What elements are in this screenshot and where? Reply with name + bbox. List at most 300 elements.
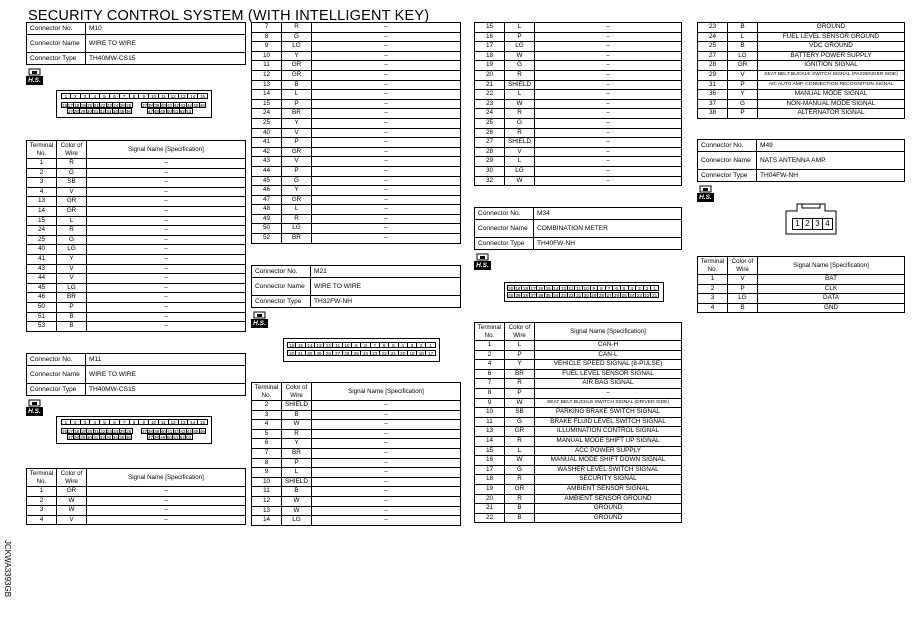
wire-color: R <box>505 475 535 485</box>
connector-pin: 3 <box>81 419 91 425</box>
table-row <box>475 42 682 52</box>
terminal-no: 3 <box>27 178 57 188</box>
connector-pin: 7 <box>120 419 130 425</box>
connector-pin: 24 <box>113 103 119 108</box>
connector-pin: 24 <box>113 429 119 434</box>
signal-name: VEHICLE SPEED SIGNAL (8-PULSE) <box>535 360 682 370</box>
m21-cont-terminal-table <box>474 22 682 186</box>
table-row <box>475 109 682 119</box>
table-row <box>252 176 461 186</box>
wire-color: V <box>57 187 87 197</box>
m11-info-table: Connector No. M11 Connector Name WIRE TO WIRE Connector Type TH40MW-CS15 <box>26 353 246 396</box>
wire-color: SB <box>505 408 535 418</box>
terminal-no: 40 <box>252 128 282 138</box>
signal-name: – <box>312 448 461 458</box>
connector-pin: 15 <box>198 419 208 425</box>
signal-name: – <box>87 197 246 207</box>
connector-pin: 7 <box>120 93 130 99</box>
terminal-no: 46 <box>252 186 282 196</box>
wire-color: V <box>282 157 312 167</box>
connector-pin: 50 <box>166 109 172 114</box>
connector-pin: 13 <box>179 419 189 425</box>
table-row <box>27 506 246 516</box>
terminal-no: 50 <box>27 302 57 312</box>
terminal-no: 1 <box>698 275 728 285</box>
connector-pin: 19 <box>80 103 86 108</box>
connector-pin: 37 <box>142 429 148 434</box>
signal-name: – <box>312 205 461 215</box>
terminal-no: 18 <box>475 51 505 61</box>
signal-name: – <box>312 157 461 167</box>
connector-pin: 39 <box>515 293 521 298</box>
table-row <box>27 168 246 178</box>
table-row <box>252 496 461 506</box>
wire-color: B <box>728 42 758 52</box>
connector-pin: 8 <box>361 342 370 348</box>
signal-name: – <box>535 138 682 148</box>
signal-name: – <box>535 157 682 167</box>
signal-name: MANUAL MODE SHIFT DOWN SIGNAL <box>535 456 682 466</box>
wire-color: R <box>57 226 87 236</box>
table-row <box>475 417 682 427</box>
terminal-no: 5 <box>252 429 282 439</box>
wire-color: B <box>505 504 535 514</box>
signal-name: – <box>535 80 682 90</box>
connector-pin: 10 <box>149 419 159 425</box>
terminal-no: 23 <box>475 99 505 109</box>
m11-connector-no: M11 <box>86 354 246 366</box>
terminal-no: 52 <box>252 234 282 244</box>
terminal-no: 31 <box>698 80 728 90</box>
table-row <box>698 303 905 313</box>
connector-pin: 34 <box>553 293 559 298</box>
terminal-no: 23 <box>698 23 728 33</box>
connector-pin: 5 <box>621 285 629 291</box>
signal-name: – <box>312 516 461 526</box>
terminal-no: 6 <box>475 369 505 379</box>
terminal-no: 13 <box>252 506 282 516</box>
harness-side-icon: H.S. <box>251 311 268 328</box>
wire-color: BR <box>282 234 312 244</box>
terminal-no: 15 <box>475 446 505 456</box>
terminal-no: 22 <box>475 90 505 100</box>
connector-pin: 49 <box>160 435 166 440</box>
signal-name: – <box>87 216 246 226</box>
table-row <box>27 178 246 188</box>
wire-color: L <box>57 216 87 226</box>
terminal-no: 4 <box>475 360 505 370</box>
wire-color: LG <box>282 516 312 526</box>
connector-pin: 27 <box>606 293 612 298</box>
connector-pin: 17 <box>530 286 536 291</box>
table-row <box>698 109 905 119</box>
wire-color: GR <box>282 61 312 71</box>
terminal-no: 1 <box>27 159 57 169</box>
connector-pin: 30 <box>86 435 92 440</box>
table-row <box>252 234 461 244</box>
connector-pin: 25 <box>621 293 627 298</box>
signal-name: – <box>312 186 461 196</box>
terminal-no: 11 <box>252 61 282 71</box>
connector-pin: 28 <box>324 350 333 356</box>
wire-color: LG <box>57 245 87 255</box>
terminal-no: 18 <box>475 475 505 485</box>
table-row <box>252 166 461 176</box>
terminal-no: 3 <box>252 410 282 420</box>
table-row <box>475 147 682 157</box>
connector-pin: 32 <box>99 435 105 440</box>
terminal-no: 40 <box>27 245 57 255</box>
wire-color: W <box>57 496 87 506</box>
terminal-no: 41 <box>252 138 282 148</box>
wire-color: SHIELD <box>505 80 535 90</box>
signal-name: – <box>535 70 682 80</box>
connector-pin: 29 <box>80 435 86 440</box>
wire-color: BR <box>282 109 312 119</box>
table-row <box>27 235 246 245</box>
table-row <box>475 436 682 446</box>
connector-pin: 26 <box>126 429 132 434</box>
table-row <box>475 90 682 100</box>
wire-color: L <box>505 341 535 351</box>
wire-color: GR <box>57 487 87 497</box>
table-row <box>27 487 246 497</box>
page-title: SECURITY CONTROL SYSTEM (WITH INTELLIGENT KEY) <box>28 8 430 24</box>
terminal-no: 9 <box>252 468 282 478</box>
wire-color: Y <box>282 439 312 449</box>
table-row <box>252 90 461 100</box>
signal-name: – <box>312 99 461 109</box>
m49-pin: 3 <box>813 218 823 230</box>
signal-name: – <box>87 245 246 255</box>
connector-pin: 6 <box>380 342 389 348</box>
table-row <box>698 32 905 42</box>
signal-name: – <box>312 234 461 244</box>
connector-pin: 14 <box>306 342 315 348</box>
wire-color: L <box>505 157 535 167</box>
connector-pin: 46 <box>199 103 205 108</box>
wire-color: Y <box>282 51 312 61</box>
connector-pin: 50 <box>166 435 172 440</box>
connector-pin: 12 <box>568 286 574 291</box>
signal-name: – <box>87 226 246 236</box>
table-row <box>475 341 682 351</box>
signal-name: – <box>535 32 682 42</box>
wire-color: GR <box>282 195 312 205</box>
connector-pin: 6 <box>110 419 120 425</box>
connector-pin: 51 <box>173 109 179 114</box>
table-row <box>27 216 246 226</box>
connector-pin: 41 <box>167 429 173 434</box>
m49-connector-face <box>785 203 837 235</box>
wire-color: GR <box>728 61 758 71</box>
terminal-no: 44 <box>27 274 57 284</box>
terminal-no: 4 <box>698 303 728 313</box>
signal-name: – <box>535 51 682 61</box>
connector-pin: 26 <box>614 293 620 298</box>
terminal-no: 25 <box>475 118 505 128</box>
signal-name: – <box>87 293 246 303</box>
signal-name: – <box>312 128 461 138</box>
terminal-no: 13 <box>27 197 57 207</box>
m11-connector-face <box>56 416 212 444</box>
signal-name: – <box>535 128 682 138</box>
connector-pin: 10 <box>583 286 589 291</box>
connector-pin: 13 <box>560 286 567 291</box>
terminal-no: 29 <box>698 70 728 80</box>
terminal-no: 22 <box>475 513 505 523</box>
connector-pin: 33 <box>106 109 112 114</box>
connector-pin: 33 <box>560 293 567 298</box>
connector-pin: 47 <box>148 435 154 440</box>
connector-pin: 7 <box>371 342 380 348</box>
table-row <box>252 516 461 526</box>
signal-name: – <box>87 496 246 506</box>
table-row <box>27 226 246 236</box>
table-row <box>27 254 246 264</box>
m21-info-table: Connector No. M21 Connector Name WIRE TO WIRE Connector Type TH32FW-NH <box>251 265 461 308</box>
connector-pin: 30 <box>86 109 92 114</box>
connector-pin: 25 <box>119 429 125 434</box>
signal-name: WASHER LEVEL SWITCH SIGNAL <box>535 465 682 475</box>
signal-name: MANUAL MODE SHIFT UP SIGNAL <box>535 436 682 446</box>
table-row <box>698 99 905 109</box>
terminal-no: 15 <box>475 23 505 33</box>
wire-color: Y <box>728 90 758 100</box>
signal-name: – <box>312 138 461 148</box>
signal-name: – <box>312 80 461 90</box>
m34-connector-name: COMBINATION METER <box>534 220 682 238</box>
table-row <box>252 147 461 157</box>
terminal-no: 8 <box>252 32 282 42</box>
wire-color: LG <box>282 42 312 52</box>
wire-color: GR <box>57 206 87 216</box>
table-row <box>27 322 246 332</box>
wire-color: P <box>728 109 758 119</box>
table-row <box>27 515 246 525</box>
terminal-no: 19 <box>475 484 505 494</box>
signal-name: – <box>312 487 461 497</box>
connector-pin: 22 <box>100 429 106 434</box>
table-row <box>475 32 682 42</box>
terminal-no: 3 <box>27 506 57 516</box>
wire-color: V <box>505 147 535 157</box>
wire-color: B <box>505 513 535 523</box>
wire-color: B <box>728 23 758 33</box>
terminal-no: 4 <box>27 515 57 525</box>
table-row <box>252 429 461 439</box>
connector-pin: 39 <box>154 103 160 108</box>
table-row <box>698 275 905 285</box>
signal-name: – <box>312 147 461 157</box>
signal-name: – <box>312 496 461 506</box>
signal-name: FUEL LEVEL SENSOR SIGNAL <box>535 369 682 379</box>
wire-color: G <box>505 465 535 475</box>
connector-pin: 38 <box>147 103 153 108</box>
table-row <box>252 118 461 128</box>
connector-pin: 27 <box>333 350 342 356</box>
signal-name: – <box>87 168 246 178</box>
signal-name: – <box>312 401 461 411</box>
terminal-no: 11 <box>475 417 505 427</box>
connector-pin: 16 <box>287 342 296 348</box>
wire-color: Y <box>505 360 535 370</box>
signal-name: – <box>535 176 682 186</box>
table-row <box>252 42 461 52</box>
signal-name: – <box>312 42 461 52</box>
connector-pin: 15 <box>296 342 305 348</box>
wire-color: R <box>282 214 312 224</box>
connector-pin: 36 <box>125 435 131 440</box>
connector-pin: 11 <box>576 286 582 291</box>
table-row <box>475 51 682 61</box>
connector-pin: 37 <box>142 103 148 108</box>
connector-pin: 16 <box>538 286 544 291</box>
connector-pin: 52 <box>179 109 185 114</box>
connector-pin: 13 <box>315 342 324 348</box>
table-row <box>252 205 461 215</box>
terminal-no: 30 <box>475 166 505 176</box>
signal-name: AIR BAG SIGNAL <box>535 379 682 389</box>
signal-name: – <box>312 224 461 234</box>
signal-name: – <box>535 118 682 128</box>
signal-name: – <box>312 195 461 205</box>
terminal-no: 49 <box>252 214 282 224</box>
m11-connector-name: WIRE TO WIRE <box>86 366 246 384</box>
wire-color: R <box>505 379 535 389</box>
wire-color: W <box>505 51 535 61</box>
connector-pin: 27 <box>68 109 74 114</box>
connector-pin: 8 <box>598 285 606 291</box>
terminal-no: 7 <box>475 379 505 389</box>
harness-side-icon: H.S. <box>26 399 43 416</box>
table-row <box>475 369 682 379</box>
table-row <box>252 157 461 167</box>
connector-pin: 20 <box>87 429 93 434</box>
connector-pin: 39 <box>154 429 160 434</box>
signal-name: – <box>535 42 682 52</box>
terminal-no: 4 <box>252 420 282 430</box>
wire-color: P <box>282 138 312 148</box>
connector-pin: 4 <box>629 285 637 291</box>
signal-name: AMBIENT SENSOR GROUND <box>535 494 682 504</box>
terminal-no: 7 <box>252 23 282 33</box>
wire-color: P <box>282 458 312 468</box>
table-row <box>252 224 461 234</box>
connector-pin: 35 <box>119 435 125 440</box>
wire-color: W <box>505 398 535 408</box>
table-row <box>475 350 682 360</box>
connector-pin: 44 <box>186 103 192 108</box>
connector-pin: 35 <box>545 293 551 298</box>
connector-pin: 31 <box>576 293 582 298</box>
terminal-no: 2 <box>252 401 282 411</box>
signal-name: – <box>312 109 461 119</box>
table-row <box>252 420 461 430</box>
table-row <box>475 80 682 90</box>
connector-pin: 32 <box>568 293 574 298</box>
table-row <box>475 427 682 437</box>
table-row <box>475 398 682 408</box>
connector-pin: 21 <box>389 350 398 356</box>
harness-side-icon: H.S. <box>474 253 491 270</box>
connector-pin: 3 <box>81 93 91 99</box>
wire-color: P <box>505 32 535 42</box>
connector-pin: 20 <box>399 350 408 356</box>
terminal-no: 4 <box>27 187 57 197</box>
table-row <box>475 484 682 494</box>
wire-color: R <box>505 128 535 138</box>
connector-pin: 23 <box>636 293 642 298</box>
connector-pin: 24 <box>629 293 635 298</box>
wire-color: R <box>505 436 535 446</box>
connector-pin: 45 <box>193 103 199 108</box>
connector-pin: 2 <box>71 93 81 99</box>
connector-pin: 34 <box>112 109 118 114</box>
table-row <box>252 51 461 61</box>
m49-connector-type: TH04FW-NH <box>757 170 905 182</box>
terminal-no: 47 <box>252 195 282 205</box>
table-row <box>27 245 246 255</box>
wire-color: V <box>282 128 312 138</box>
connector-pin: 6 <box>110 93 120 99</box>
signal-name: NON-MANUAL MODE SIGNAL <box>758 99 905 109</box>
m49-connector-no: M49 <box>757 140 905 152</box>
signal-name: GROUND <box>758 23 905 33</box>
wire-color: G <box>728 99 758 109</box>
table-row <box>27 159 246 169</box>
wire-color: LG <box>728 51 758 61</box>
connector-pin: 29 <box>80 109 86 114</box>
terminal-no: 21 <box>475 80 505 90</box>
terminal-no: 15 <box>252 99 282 109</box>
signal-name: SEAT BELT BUCKLE SWITCH SIGNAL (DRIVER SIDE) <box>535 398 682 408</box>
signal-name: DATA <box>758 294 905 304</box>
terminal-no: 43 <box>27 264 57 274</box>
table-row <box>27 302 246 312</box>
table-row <box>698 294 905 304</box>
m21-terminal-table: Terminal No. Color of Wire Signal Name [Specification] 2 SHIELD – 3 B – 4 W – 5 R – 6 Y – 7 BR – 8 P – 9 L – 10 SHIELD – 11 B – 12 W – 13 W – 14 LG – <box>251 382 461 526</box>
connector-pin: 8 <box>130 419 140 425</box>
terminal-no: 16 <box>475 32 505 42</box>
connector-pin: 45 <box>193 429 199 434</box>
table-row <box>252 506 461 516</box>
wire-color: W <box>505 456 535 466</box>
signal-name: – <box>535 147 682 157</box>
wire-color: G <box>282 32 312 42</box>
wire-color: LG <box>57 283 87 293</box>
connector-pin: 25 <box>352 350 361 356</box>
table-row <box>475 70 682 80</box>
signal-name: – <box>87 206 246 216</box>
wire-color: W <box>282 506 312 516</box>
table-row <box>252 214 461 224</box>
wire-color: W <box>505 176 535 186</box>
table-row <box>475 138 682 148</box>
terminal-no: 28 <box>475 147 505 157</box>
wire-color: Y <box>57 254 87 264</box>
connector-pin: 32 <box>99 109 105 114</box>
connector-pin: 22 <box>380 350 389 356</box>
terminal-no: 17 <box>475 465 505 475</box>
connector-pin: 11 <box>159 93 169 99</box>
signal-name: – <box>87 506 246 516</box>
terminal-no: 2 <box>698 284 728 294</box>
table-row <box>698 90 905 100</box>
connector-pin: 11 <box>333 342 342 348</box>
terminal-no: 12 <box>252 70 282 80</box>
connector-pin: 37 <box>530 293 536 298</box>
